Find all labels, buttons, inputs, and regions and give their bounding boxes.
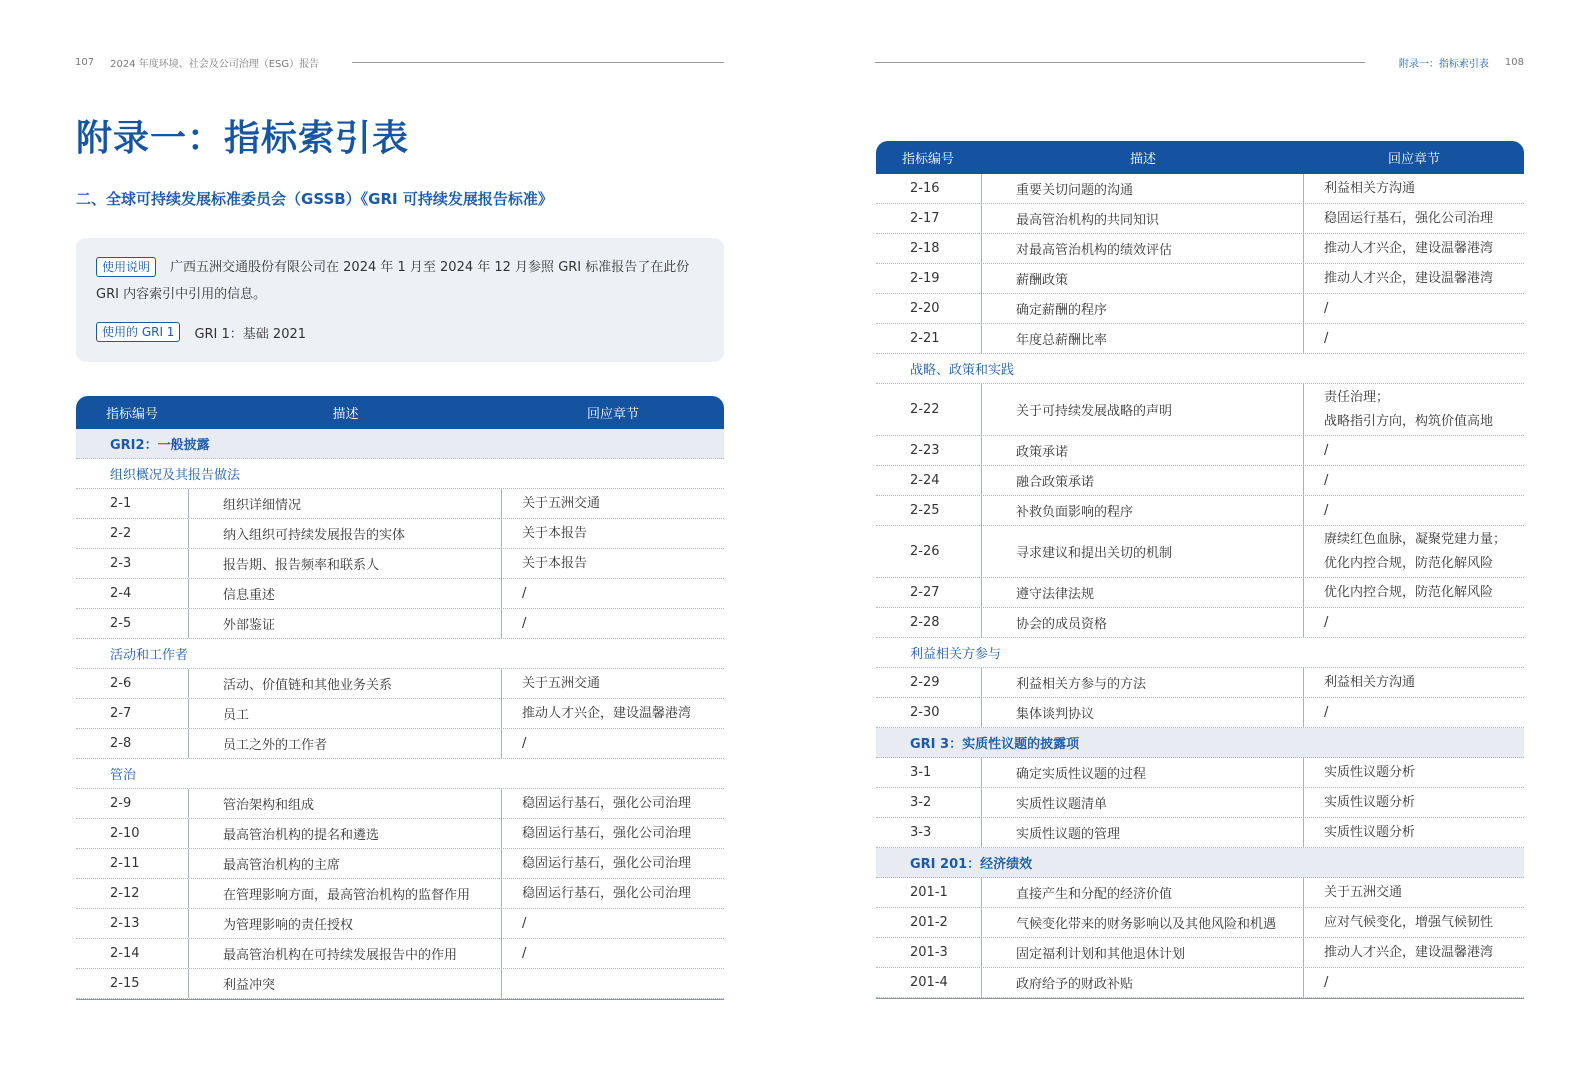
cell-code: 201-3 <box>876 938 982 967</box>
cell-desc: 融合政策承诺 <box>982 466 1304 495</box>
page-number-left: 107 <box>75 57 95 68</box>
cell-code: 2-12 <box>76 879 189 908</box>
gri-index-table-left <box>76 396 724 1000</box>
table-row <box>876 908 1524 938</box>
cell-section: / <box>1324 330 1329 346</box>
table-row <box>876 968 1524 998</box>
header-divider-right <box>875 62 1365 63</box>
table-row <box>76 729 724 759</box>
cell-desc: 实质性议题清单 <box>982 788 1304 817</box>
table-row <box>76 699 724 729</box>
cell-section: / <box>522 945 527 961</box>
cell-code: 2-29 <box>876 668 982 697</box>
cell-desc: 薪酬政策 <box>982 264 1304 293</box>
cell-code: 2-7 <box>76 699 189 728</box>
cell-section: 关于五洲交通 <box>1324 884 1403 900</box>
table-row <box>876 878 1524 908</box>
cell-section: / <box>1324 704 1329 720</box>
cell-desc: 最高管治机构的共同知识 <box>982 204 1304 233</box>
cell-section: 实质性议题分析 <box>1324 824 1416 840</box>
usage-tag: 使用说明 <box>96 257 156 277</box>
cell-desc: 为管理影响的责任授权 <box>189 909 502 938</box>
cell-desc: 最高管治机构的主席 <box>189 849 502 878</box>
section-name: 附录一：指标索引表 <box>1398 59 1489 70</box>
cell-code: 2-25 <box>876 496 982 525</box>
cell-section: / <box>522 585 527 601</box>
cell-desc: 最高管治机构在可持续发展报告中的作用 <box>189 939 502 968</box>
table-row <box>876 264 1524 294</box>
header-code: 指标编号 <box>902 152 955 167</box>
cell-code: 2-27 <box>876 578 982 607</box>
cell-desc: 管治架构和组成 <box>189 789 502 818</box>
table-header <box>876 141 1524 174</box>
cell-code: 2-20 <box>876 294 982 323</box>
section-line-2: 优化内控合规，防范化解风险 <box>1324 555 1494 571</box>
header-code: 指标编号 <box>106 407 159 422</box>
cell-section: 应对气候变化，增强气候韧性 <box>1324 914 1494 930</box>
cell-section: 稳固运行基石，强化公司治理 <box>522 825 692 841</box>
cell-desc: 组织详细情况 <box>189 489 502 518</box>
page-number-right: 108 <box>1504 57 1524 68</box>
table-header <box>76 396 724 429</box>
cell-desc: 固定福利计划和其他退休计划 <box>982 938 1304 967</box>
cell-code: 2-22 <box>876 384 982 435</box>
table-row <box>76 849 724 879</box>
page-subtitle: 二、全球可持续发展标准委员会（GSSB）《GRI 可持续发展报告标准》 <box>76 190 553 208</box>
cell-desc: 员工 <box>189 699 502 728</box>
header-desc: 描述 <box>332 407 359 422</box>
cell-section: / <box>1324 442 1329 458</box>
cell-section: 实质性议题分析 <box>1324 794 1416 810</box>
cell-desc: 直接产生和分配的经济价值 <box>982 878 1304 907</box>
table-row <box>876 698 1524 728</box>
rows-strategy-cont <box>876 578 1524 638</box>
gri1-text: GRI 1：基础 2021 <box>194 326 307 342</box>
cell-desc: 协会的成员资格 <box>982 608 1304 637</box>
cell-desc: 在管理影响方面，最高管治机构的监督作用 <box>189 879 502 908</box>
rows-governance-cont <box>876 174 1524 354</box>
cell-section: 推动人才兴企，建设温馨港湾 <box>1324 270 1494 286</box>
table-row <box>876 758 1524 788</box>
cell-desc: 关于可持续发展战略的声明 <box>982 384 1304 435</box>
table-row <box>876 384 1524 436</box>
cell-code: 2-6 <box>76 669 189 698</box>
group-gri201: GRI 201：经济绩效 <box>876 848 1524 878</box>
table-row <box>876 578 1524 608</box>
usage-info-box <box>76 238 724 362</box>
cell-code: 2-1 <box>76 489 189 518</box>
report-title: 2024 年度环境、社会及公司治理（ESG）报告 <box>110 59 320 70</box>
cell-code: 2-24 <box>876 466 982 495</box>
cell-code: 2-26 <box>876 526 982 577</box>
group-org-profile: 组织概况及其报告做法 <box>76 459 724 489</box>
table-row <box>76 939 724 969</box>
cell-section: 关于五洲交通 <box>522 495 601 511</box>
cell-desc: 气候变化带来的财务影响以及其他风险和机遇 <box>982 908 1304 937</box>
header-divider-left <box>352 62 724 63</box>
table-row <box>876 294 1524 324</box>
cell-desc: 最高管治机构的提名和遴选 <box>189 819 502 848</box>
table-row <box>876 204 1524 234</box>
page-header-right <box>1399 55 1524 70</box>
cell-section: 关于五洲交通 <box>522 675 601 691</box>
group-gri2: GRI2：一般披露 <box>76 429 724 459</box>
cell-section: 推动人才兴企，建设温馨港湾 <box>1324 944 1494 960</box>
table-row <box>876 788 1524 818</box>
gri1-tag: 使用的 GRI 1 <box>96 322 180 342</box>
table-row <box>876 668 1524 698</box>
cell-desc: 确定实质性议题的过程 <box>982 758 1304 787</box>
rows-gri201 <box>876 878 1524 998</box>
cell-desc: 遵守法律法规 <box>982 578 1304 607</box>
table-row <box>76 669 724 699</box>
rows-org-profile <box>76 489 724 639</box>
table-row <box>876 324 1524 354</box>
table-row <box>76 819 724 849</box>
table-row <box>876 234 1524 264</box>
cell-section: 利益相关方沟通 <box>1324 180 1416 196</box>
cell-code: 2-13 <box>76 909 189 938</box>
cell-desc: 年度总薪酬比率 <box>982 324 1304 353</box>
cell-section: 利益相关方沟通 <box>1324 674 1416 690</box>
table-row <box>876 608 1524 638</box>
rows-gri3 <box>876 758 1524 848</box>
cell-section: 稳固运行基石，强化公司治理 <box>1324 210 1494 226</box>
table-row <box>76 609 724 639</box>
cell-code: 2-11 <box>76 849 189 878</box>
cell-desc: 利益冲突 <box>189 969 502 998</box>
cell-section: 优化内控合规，防范化解风险 <box>1324 584 1494 600</box>
table-row <box>876 496 1524 526</box>
cell-section: / <box>1324 614 1329 630</box>
usage-text: 广西五洲交通股份有限公司在 2024 年 1 月至 2024 年 12 月参照 GRI 标准报告了在此份 GRI 内容索引中引用的信息。 <box>96 260 690 302</box>
section-line-1: 赓续红色血脉，凝聚党建力量； <box>1324 531 1507 547</box>
cell-desc: 确定薪酬的程序 <box>982 294 1304 323</box>
cell-code: 2-28 <box>876 608 982 637</box>
table-row <box>876 526 1524 578</box>
cell-section: / <box>522 915 527 931</box>
cell-desc: 利益相关方参与的方法 <box>982 668 1304 697</box>
cell-code: 2-4 <box>76 579 189 608</box>
cell-code: 2-23 <box>876 436 982 465</box>
cell-code: 2-10 <box>76 819 189 848</box>
cell-desc: 外部鉴证 <box>189 609 502 638</box>
cell-section: 实质性议题分析 <box>1324 764 1416 780</box>
cell-code: 2-2 <box>76 519 189 548</box>
cell-desc: 政府给予的财政补贴 <box>982 968 1304 997</box>
cell-section <box>1304 526 1524 577</box>
rows-governance <box>76 789 724 999</box>
cell-code: 2-16 <box>876 174 982 203</box>
rows-stakeholder <box>876 668 1524 728</box>
group-strategy: 战略、政策和实践 <box>876 354 1524 384</box>
cell-desc: 寻求建议和提出关切的机制 <box>982 526 1304 577</box>
group-activities: 活动和工作者 <box>76 639 724 669</box>
cell-desc: 纳入组织可持续发展报告的实体 <box>189 519 502 548</box>
cell-desc: 信息重述 <box>189 579 502 608</box>
table-row <box>76 909 724 939</box>
cell-code: 201-1 <box>876 878 982 907</box>
rows-activities <box>76 669 724 759</box>
cell-code: 201-4 <box>876 968 982 997</box>
cell-section: / <box>522 735 527 751</box>
cell-desc: 补救负面影响的程序 <box>982 496 1304 525</box>
cell-code: 2-17 <box>876 204 982 233</box>
cell-section: 推动人才兴企，建设温馨港湾 <box>522 705 692 721</box>
cell-desc: 重要关切问题的沟通 <box>982 174 1304 203</box>
cell-code: 3-2 <box>876 788 982 817</box>
cell-section: / <box>1324 472 1329 488</box>
cell-section: / <box>1324 300 1329 316</box>
cell-section: 关于本报告 <box>522 555 588 571</box>
cell-desc: 政策承诺 <box>982 436 1304 465</box>
table-row <box>876 436 1524 466</box>
cell-desc: 员工之外的工作者 <box>189 729 502 758</box>
cell-code: 2-9 <box>76 789 189 818</box>
cell-code: 2-19 <box>876 264 982 293</box>
table-row <box>76 969 724 999</box>
cell-desc: 对最高管治机构的绩效评估 <box>982 234 1304 263</box>
section-line-1: 责任治理； <box>1324 389 1390 405</box>
group-governance: 管治 <box>76 759 724 789</box>
header-section: 回应章节 <box>586 407 639 422</box>
table-row <box>76 519 724 549</box>
cell-section: 稳固运行基石，强化公司治理 <box>522 885 692 901</box>
header-desc: 描述 <box>1129 152 1156 167</box>
table-row <box>76 579 724 609</box>
cell-section: 推动人才兴企，建设温馨港湾 <box>1324 240 1494 256</box>
table-row <box>76 549 724 579</box>
cell-desc: 实质性议题的管理 <box>982 818 1304 847</box>
table-row <box>876 938 1524 968</box>
group-stakeholder: 利益相关方参与 <box>876 638 1524 668</box>
cell-section: / <box>1324 974 1329 990</box>
cell-section: / <box>522 615 527 631</box>
cell-section: 稳固运行基石，强化公司治理 <box>522 855 692 871</box>
usage-statement <box>96 254 706 308</box>
cell-desc: 报告期、报告频率和联系人 <box>189 549 502 578</box>
cell-code: 2-21 <box>876 324 982 353</box>
cell-section: 稳固运行基石，强化公司治理 <box>522 795 692 811</box>
cell-code: 201-2 <box>876 908 982 937</box>
gri-index-table-right <box>876 141 1524 999</box>
page-title: 附录一：指标索引表 <box>76 118 410 159</box>
table-row <box>76 489 724 519</box>
table-row <box>876 174 1524 204</box>
cell-section <box>1304 384 1524 435</box>
cell-code: 2-14 <box>76 939 189 968</box>
table-row <box>876 818 1524 848</box>
table-row <box>76 789 724 819</box>
cell-code: 2-30 <box>876 698 982 727</box>
table-row <box>76 879 724 909</box>
cell-desc: 集体谈判协议 <box>982 698 1304 727</box>
cell-code: 2-5 <box>76 609 189 638</box>
cell-code: 2-3 <box>76 549 189 578</box>
cell-section: 关于本报告 <box>522 525 588 541</box>
group-gri3: GRI 3：实质性议题的披露项 <box>876 728 1524 758</box>
cell-code: 2-18 <box>876 234 982 263</box>
rows-strategy <box>876 436 1524 526</box>
cell-code: 2-15 <box>76 969 189 998</box>
cell-desc: 活动、价值链和其他业务关系 <box>189 669 502 698</box>
header-section: 回应章节 <box>1387 152 1440 167</box>
cell-code: 3-3 <box>876 818 982 847</box>
table-row <box>876 466 1524 496</box>
cell-code: 3-1 <box>876 758 982 787</box>
section-line-2: 战略指引方向，构筑价值高地 <box>1324 413 1494 429</box>
cell-section: / <box>1324 502 1329 518</box>
cell-code: 2-8 <box>76 729 189 758</box>
gri1-statement <box>96 322 306 342</box>
page-header-left <box>75 55 319 70</box>
cell-section <box>502 969 724 998</box>
